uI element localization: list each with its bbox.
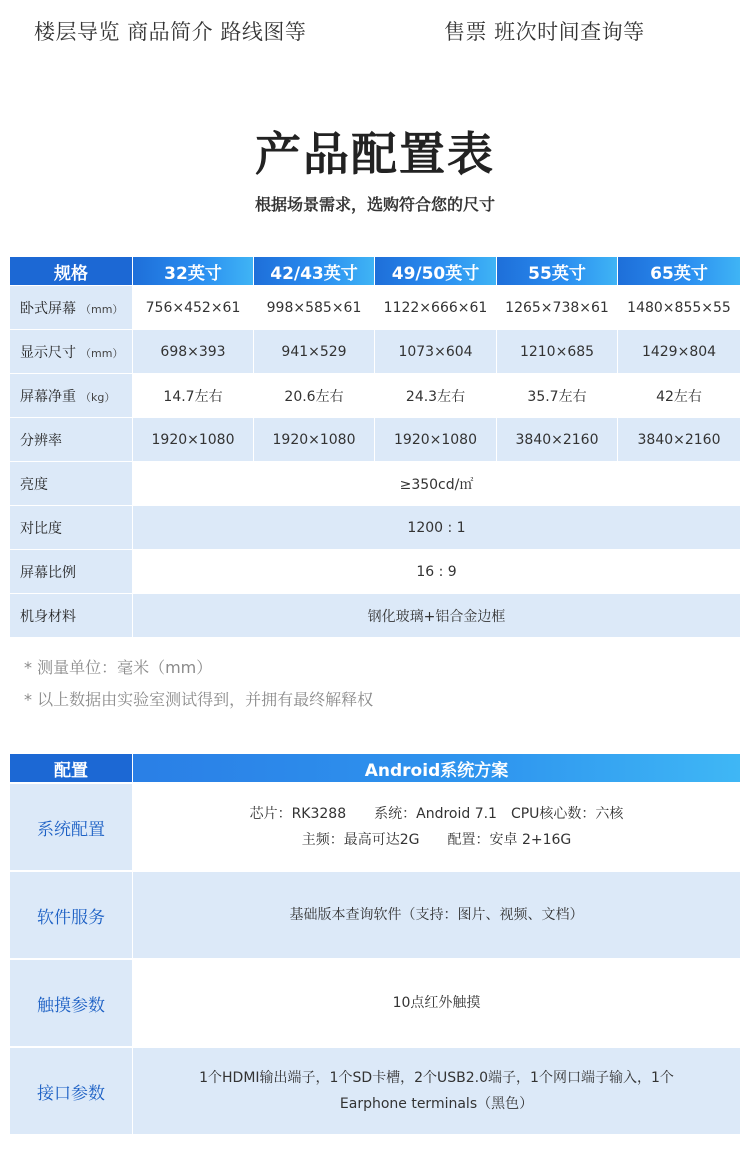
table-row	[10, 593, 740, 637]
table-cell: 1200 : 1	[133, 505, 740, 549]
config-value: 10点红外触摸	[133, 958, 740, 1046]
config-label: 系统配置	[10, 782, 133, 870]
table-cell: 20.6左右	[254, 373, 375, 417]
table-row	[10, 285, 740, 329]
table-cell: 钢化玻璃+铝合金边框	[133, 593, 740, 637]
table-row	[10, 373, 740, 417]
config-value: 基础版本查询软件（支持：图片、视频、文档）	[133, 870, 740, 958]
table-row	[10, 549, 740, 593]
table-cell: 941×529	[254, 329, 375, 373]
table-row	[10, 870, 740, 958]
row-label: 显示尺寸 （mm）	[10, 329, 133, 373]
table-cell: 698×393	[133, 329, 254, 373]
config-label: 软件服务	[10, 870, 133, 958]
table-cell: 35.7左右	[497, 373, 618, 417]
table-cell: 1210×685	[497, 329, 618, 373]
spec-table	[10, 257, 740, 637]
table-cell: 14.7左右	[133, 373, 254, 417]
table-cell: 3840×2160	[618, 417, 740, 461]
note-unit: * 测量单位：毫米（mm）	[24, 658, 213, 677]
row-label: 屏幕比例	[10, 549, 133, 593]
config-header-cell: 配置	[10, 754, 133, 782]
table-cell: 1122×666×61	[375, 285, 497, 329]
table-cell: 3840×2160	[497, 417, 618, 461]
table-cell: 42左右	[618, 373, 740, 417]
row-label: 对比度	[10, 505, 133, 549]
top-captions	[0, 16, 750, 48]
config-header-cell: Android系统方案	[133, 754, 740, 782]
table-row	[10, 329, 740, 373]
row-label: 屏幕净重 （kg）	[10, 373, 133, 417]
spec-table-header	[10, 257, 740, 285]
table-cell: 1480×855×55	[618, 285, 740, 329]
spec-header-cell: 32英寸	[133, 257, 254, 285]
spec-header-cell: 42/43英寸	[254, 257, 375, 285]
table-row	[10, 1046, 740, 1134]
table-cell: 1920×1080	[254, 417, 375, 461]
spec-header-cell: 49/50英寸	[375, 257, 497, 285]
table-row	[10, 505, 740, 549]
caption-right: 售票 班次时间查询等	[444, 20, 645, 44]
config-label: 接口参数	[10, 1046, 133, 1134]
table-cell: 1920×1080	[133, 417, 254, 461]
table-cell: ≥350cd/㎡	[133, 461, 740, 505]
table-cell: 16 : 9	[133, 549, 740, 593]
table-cell: 1429×804	[618, 329, 740, 373]
table-row	[10, 958, 740, 1046]
page-title: 产品配置表	[255, 127, 495, 181]
config-value: 1个HDMI输出端子，1个SD卡槽，2个USB2.0端子，1个网口端子输入，1个 Earphone terminals（黑色）	[133, 1046, 740, 1134]
notes	[24, 652, 373, 716]
spec-header-cell: 55英寸	[497, 257, 618, 285]
table-row	[10, 461, 740, 505]
spec-header-cell: 65英寸	[618, 257, 740, 285]
config-label: 触摸参数	[10, 958, 133, 1046]
config-value: 芯片：RK3288 系统：Android 7.1 CPU核心数：六核 主频：最高可达2G 配置：安卓 2+16G	[133, 782, 740, 870]
table-row	[10, 417, 740, 461]
table-cell: 756×452×61	[133, 285, 254, 329]
page-subtitle: 根据场景需求，选购符合您的尺寸	[254, 195, 495, 214]
config-table	[10, 754, 740, 1134]
caption-left: 楼层导览 商品简介 路线图等	[34, 20, 307, 44]
config-table-header	[10, 754, 740, 782]
spec-header-cell: 规格	[10, 257, 133, 285]
note-disclaimer: * 以上数据由实验室测试得到，并拥有最终解释权	[24, 690, 374, 709]
table-cell: 24.3左右	[375, 373, 497, 417]
row-label: 分辨率	[10, 417, 133, 461]
row-label: 亮度	[10, 461, 133, 505]
table-cell: 1073×604	[375, 329, 497, 373]
table-cell: 1920×1080	[375, 417, 497, 461]
table-cell: 1265×738×61	[497, 285, 618, 329]
table-row	[10, 782, 740, 870]
row-label: 卧式屏幕 （mm）	[10, 285, 133, 329]
row-label: 机身材料	[10, 593, 133, 637]
table-cell: 998×585×61	[254, 285, 375, 329]
